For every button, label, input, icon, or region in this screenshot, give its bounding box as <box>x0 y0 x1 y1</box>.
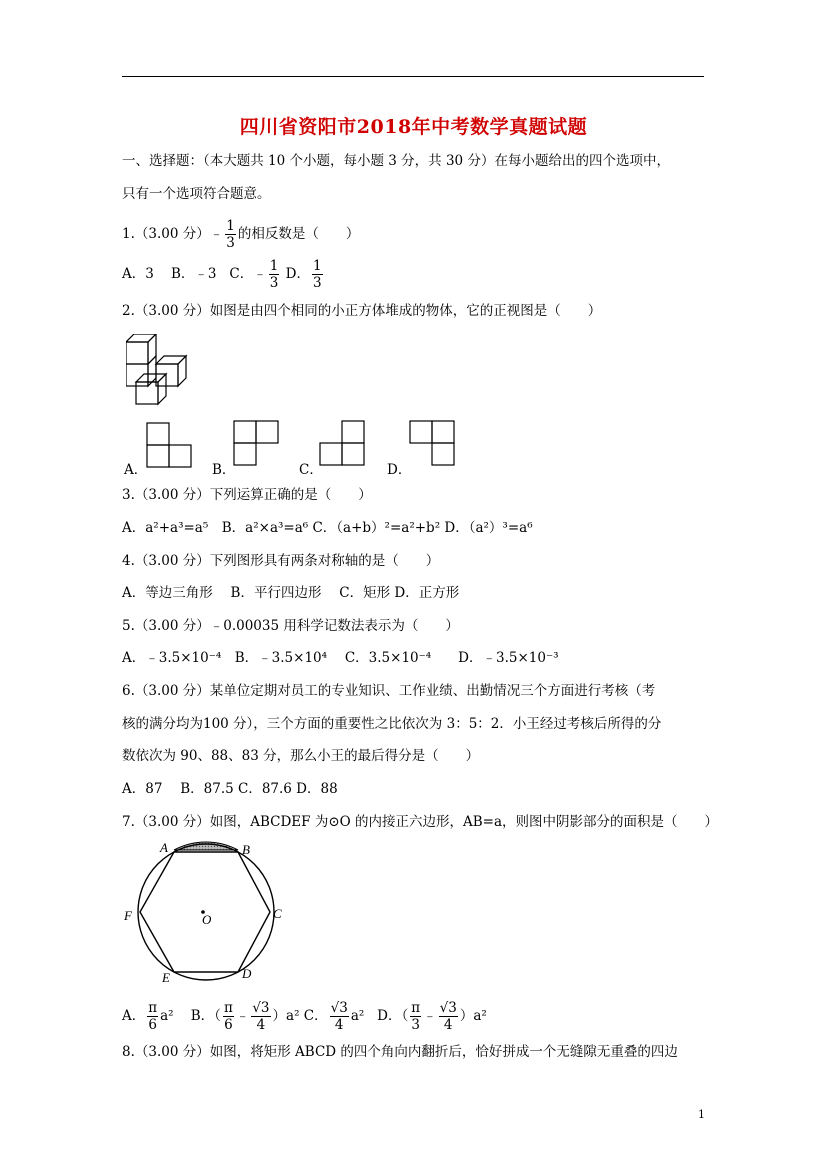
q1-option-c: C． <box>229 266 254 282</box>
vertex-label-e: E <box>162 970 170 985</box>
q2-option-b-label: B． <box>212 462 236 478</box>
q7-d-frac1 <box>410 1000 421 1033</box>
q1-option-c-sign: ﹣ <box>253 266 267 282</box>
question-3: 3.（3.00 分）下列运算正确的是（ ） <box>122 487 372 503</box>
q7-d-pi: π <box>411 1000 421 1016</box>
q7-c-frac <box>330 1000 349 1033</box>
cube-stack-figure <box>126 334 190 406</box>
q7-d-close: ）a² <box>459 1008 487 1024</box>
vertex-label-a: A <box>160 840 168 855</box>
question-4-options: A．等边三角形 B．平行四边形 C．矩形 D．正方形 <box>122 585 460 601</box>
q1-frac-num: 1 <box>226 218 235 234</box>
q7-a-a2: a² <box>160 1008 174 1024</box>
q7-option-a: A． <box>122 1008 146 1024</box>
q7-b-sqrt3: √3 <box>252 1000 270 1016</box>
q7-c-four: 4 <box>334 1017 344 1033</box>
question-6-line-3: 数依次为 90、88、83 分，那么小王的最后得分是（ ） <box>122 748 480 764</box>
vertex-label-c: C <box>273 906 282 921</box>
question-6-line-2: 核的满分均为100 分），三个方面的重要性之比依次为 3：5：2．小王经过考核后所得的分 <box>122 716 662 732</box>
q7-d-sqrt3: √3 <box>439 1000 457 1016</box>
q7-a-frac <box>147 1000 158 1033</box>
q7-option-c: C． <box>303 1008 328 1024</box>
q1-prefix: 1.（3.00 分）﹣ <box>122 226 224 242</box>
question-3-options: A．a²+a³=a⁵ B．a²×a³=a⁶ C．（a+b）²=a²+b² D．（a²）³=a⁶ <box>122 520 533 536</box>
q7-a-six: 6 <box>148 1017 157 1033</box>
q7-option-d: D．（ <box>377 1008 409 1024</box>
question-4: 4.（3.00 分）下列图形具有两条对称轴的是（ ） <box>122 553 440 569</box>
q1-frac-den: 3 <box>226 235 235 251</box>
question-8: 8.（3.00 分）如图，将矩形 ABCD 的四个角向内翻折后，恰好拼成一个无缝隙无重叠的四边 <box>122 1044 678 1060</box>
q1-option-a: A．3 <box>122 266 154 282</box>
center-label-o: O <box>202 912 212 927</box>
section-intro-1: 一、选择题：（本大题共 10 个小题，每小题 3 分，共 30 分）在每小题给出的四个选项中， <box>122 153 670 169</box>
q7-c-a2: a² <box>350 1008 365 1024</box>
q1-d-den: 3 <box>312 275 322 291</box>
q7-d-three: 3 <box>411 1017 420 1033</box>
q1-option-d-frac <box>312 258 323 291</box>
hexagon-circle-figure <box>120 836 295 986</box>
question-1 <box>122 218 359 251</box>
section-intro-2: 只有一个选项符合题意。 <box>122 186 271 202</box>
q2-option-d-figure <box>409 420 457 468</box>
vertex-label-d: D <box>242 966 252 981</box>
q7-d-four: 4 <box>443 1017 453 1033</box>
q1-option-d: D． <box>285 266 310 282</box>
q1-fraction <box>225 218 236 251</box>
vertex-label-f: F <box>124 908 132 923</box>
page-number: 1 <box>698 1108 705 1121</box>
q1-c-den: 3 <box>269 275 279 291</box>
q7-b-pi: π <box>223 1000 233 1016</box>
q1-suffix: 的相反数是（ ） <box>237 226 360 242</box>
q7-c-sqrt3: √3 <box>330 1000 348 1016</box>
q1-c-num: 1 <box>269 258 279 274</box>
question-6-line-1: 6.（3.00 分）某单位定期对员工的专业知识、工作业绩、出勤情况三个方面进行考核（考 <box>122 683 656 699</box>
q7-b-frac1 <box>223 1000 234 1033</box>
question-5: 5.（3.00 分）﹣0.00035 用科学记数法表示为（ ） <box>122 618 459 634</box>
q2-option-a-label: A． <box>124 462 148 478</box>
q7-b-four: 4 <box>256 1017 266 1033</box>
q7-b-six: 6 <box>224 1017 233 1033</box>
question-1-options <box>122 258 325 291</box>
q2-option-b-figure <box>233 420 281 468</box>
question-2: 2.（3.00 分）如图是由四个相同的小正方体堆成的物体，它的正视图是（ ） <box>122 303 602 319</box>
vertex-label-b: B <box>242 842 250 857</box>
header-rule <box>122 76 704 77</box>
question-5-options: A．﹣3.5×10⁻⁴ B．﹣3.5×10⁴ C．3.5×10⁻⁴ D．﹣3.5×10⁻³ <box>122 650 559 666</box>
q7-a-pi: π <box>148 1000 158 1016</box>
page-title: 四川省资阳市2018年中考数学真题试题 <box>239 116 588 138</box>
q2-option-c-figure <box>319 420 367 468</box>
shaded-segment <box>174 842 238 850</box>
q2-option-d-label: D． <box>387 462 412 478</box>
q1-option-c-frac <box>269 258 280 291</box>
question-7-options <box>122 1000 487 1033</box>
q2-option-c-label: C． <box>299 462 323 478</box>
q7-b-minus: ﹣ <box>235 1008 250 1024</box>
q2-option-a-figure <box>146 422 194 470</box>
q7-d-minus: ﹣ <box>423 1008 437 1024</box>
q7-b-frac2 <box>251 1000 270 1033</box>
q1-d-num: 1 <box>312 258 322 274</box>
q7-option-b: B．（ <box>190 1008 221 1024</box>
q7-b-close: ）a² <box>272 1008 300 1024</box>
q7-d-frac2 <box>439 1000 458 1033</box>
question-7: 7.（3.00 分）如图，ABCDEF 为⊙O 的内接正六边形，AB=a，则图中阴影部分的面积是（ ） <box>122 814 719 830</box>
q1-option-b: B．﹣3 <box>171 266 217 282</box>
question-6-options: A．87 B．87.5 C．87.6 D．88 <box>122 781 338 797</box>
